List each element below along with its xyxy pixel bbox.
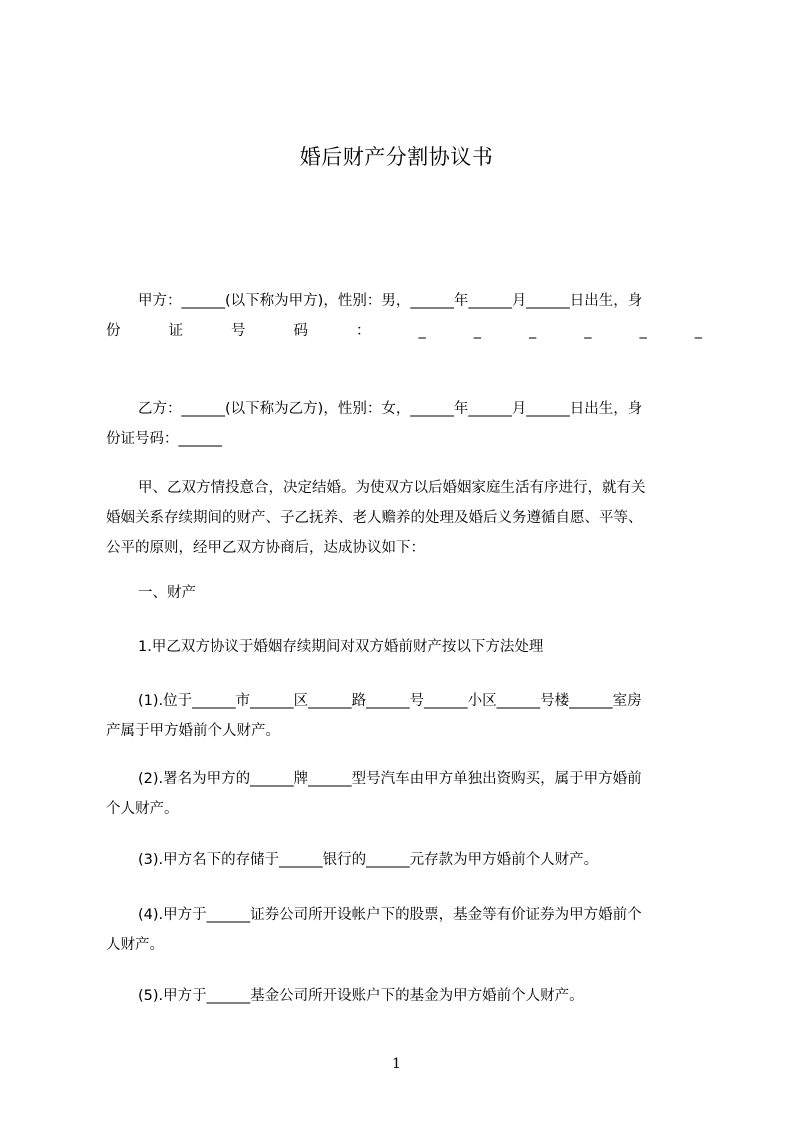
party-a-id-char: ： (356, 323, 371, 339)
party-a-id-blank: _ (418, 323, 426, 339)
page-title: 婚后财产分割协议书 (299, 145, 494, 169)
party-a-id-char: 份 (106, 323, 121, 339)
party-a-id-blank: _ (694, 323, 702, 339)
item-4-line-2: 人财产。 (106, 937, 164, 953)
page-number: 1 (392, 1056, 401, 1072)
item-5-line-1: (5).甲方于______基金公司所开设账户下的基金为甲方婚前个人财产。 (138, 988, 584, 1004)
clause-1: 1.甲乙双方协议于婚姻存续期间对双方婚前财产按以下方法处理 (138, 639, 544, 655)
party-a-id-char: 证 (168, 323, 183, 339)
item-4-line-1: (4).甲方于______证券公司所开设帐户下的股票，基金等有价证券为甲方婚前个 (138, 907, 642, 923)
party-a-paragraph (106, 286, 702, 346)
item-4-paragraph (106, 900, 702, 960)
party-b-line-2: 份证号码：______ (106, 431, 222, 447)
party-a-id-char: 号 (231, 323, 246, 339)
party-a-id-char: 码 (293, 323, 308, 339)
party-b-paragraph (106, 394, 702, 454)
party-a-id-line (106, 316, 702, 346)
clause-1-block (106, 632, 702, 662)
party-a-id-blank: _ (584, 323, 592, 339)
party-a-id-blank: _ (639, 323, 647, 339)
party-a-id-blank: _ (473, 323, 481, 339)
party-b-line-1: 乙方：______(以下称为乙方)，性别：女，______年______月______日出生，身 (138, 401, 643, 417)
party-a-id-blank: _ (529, 323, 537, 339)
preamble-line-3: 公平的原则，经甲乙双方协商后，达成协议如下： (106, 540, 425, 556)
item-2-paragraph (106, 764, 702, 824)
item-2-line-1: (2).署名为甲方的______牌______型号汽车由甲方单独出资购买，属于甲方婚前 (138, 771, 642, 787)
preamble-line-1: 甲、乙双方情投意合，决定结婚。为使双方以后婚姻家庭生活有序进行，就有关 (138, 480, 646, 496)
item-2-line-2: 个人财产。 (106, 801, 179, 817)
preamble-line-2: 婚姻关系存续期间的财产、子乙抚养、老人赡养的处理及婚后义务遵循自愿、平等、 (106, 510, 643, 526)
item-1-line-1: (1).位于______市______区______路______号______小区______号楼______室房 (138, 693, 642, 709)
item-1-line-2: 产属于甲方婚前个人财产。 (106, 723, 280, 739)
item-3-paragraph (106, 845, 702, 875)
section-1-block (106, 578, 702, 608)
party-a-line-1: 甲方：______(以下称为甲方)，性别：男，______年______月______日出生，身 (138, 293, 643, 309)
item-3-line-1: (3).甲方名下的存储于______银行的______元存款为甲方婚前个人财产。 (138, 852, 599, 868)
item-1-paragraph (106, 686, 702, 746)
section-heading: 一、财产 (138, 585, 196, 601)
item-5-paragraph (106, 981, 702, 1011)
preamble-paragraph (106, 473, 702, 563)
